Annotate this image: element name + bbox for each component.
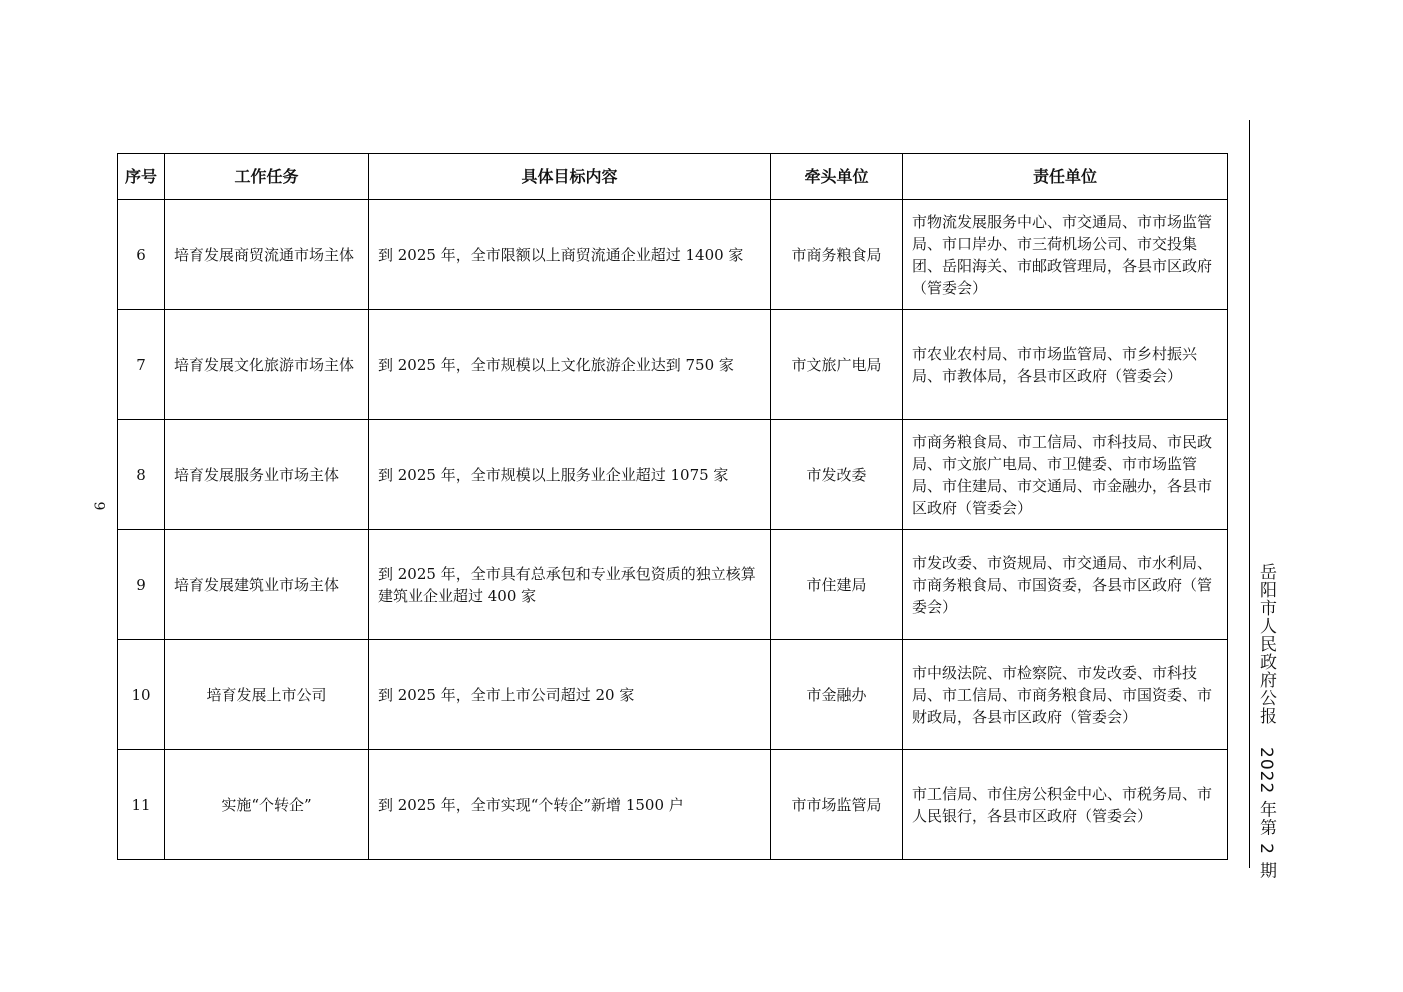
cell-target: 到 2025 年，全市规模以上文化旅游企业达到 750 家 — [369, 310, 771, 420]
cell-responsible: 市物流发展服务中心、市交通局、市市场监管局、市口岸办、市三荷机场公司、市交投集团、岳阳海关、市邮政管理局，各县市区政府（管委会） — [903, 200, 1228, 310]
header-issue: 2022 年第 2 期 — [1256, 747, 1276, 880]
page-number: 9 — [90, 501, 107, 511]
cell-lead: 市住建局 — [771, 530, 903, 640]
cell-task: 培育发展建筑业市场主体 — [165, 530, 369, 640]
cell-responsible: 市中级法院、市检察院、市发改委、市科技局、市工信局、市商务粮食局、市国资委、市财政局，各县市区政府（管委会） — [903, 640, 1228, 750]
task-table — [117, 153, 1228, 860]
cell-no: 8 — [118, 420, 165, 530]
cell-task: 培育发展商贸流通市场主体 — [165, 200, 369, 310]
cell-responsible: 市发改委、市资规局、市交通局、市水利局、市商务粮食局、市国资委，各县市区政府（管委会） — [903, 530, 1228, 640]
cell-target: 到 2025 年，全市规模以上服务业企业超过 1075 家 — [369, 420, 771, 530]
table-row — [118, 640, 1228, 750]
header-responsible: 责任单位 — [903, 154, 1228, 200]
header-target: 具体目标内容 — [369, 154, 771, 200]
table-row — [118, 750, 1228, 860]
cell-lead: 市发改委 — [771, 420, 903, 530]
table-row — [118, 200, 1228, 310]
cell-no: 6 — [118, 200, 165, 310]
cell-lead: 市金融办 — [771, 640, 903, 750]
cell-no: 11 — [118, 750, 165, 860]
cell-responsible: 市商务粮食局、市工信局、市科技局、市民政局、市文旅广电局、市卫健委、市市场监管局、市住建局、市交通局、市金融办，各县市区政府（管委会） — [903, 420, 1228, 530]
table-header-row — [118, 154, 1228, 200]
cell-task: 培育发展文化旅游市场主体 — [165, 310, 369, 420]
cell-lead: 市市场监管局 — [771, 750, 903, 860]
cell-no: 9 — [118, 530, 165, 640]
cell-task: 培育发展上市公司 — [165, 640, 369, 750]
cell-target: 到 2025 年，全市实现“个转企”新增 1500 户 — [369, 750, 771, 860]
table-row — [118, 530, 1228, 640]
cell-responsible: 市农业农村局、市市场监管局、市乡村振兴局、市教体局，各县市区政府（管委会） — [903, 310, 1228, 420]
cell-lead: 市商务粮食局 — [771, 200, 903, 310]
cell-task: 实施“个转企” — [165, 750, 369, 860]
cell-responsible: 市工信局、市住房公积金中心、市税务局、市人民银行，各县市区政府（管委会） — [903, 750, 1228, 860]
cell-target: 到 2025 年，全市上市公司超过 20 家 — [369, 640, 771, 750]
cell-no: 10 — [118, 640, 165, 750]
cell-target: 到 2025 年，全市具有总承包和专业承包资质的独立核算建筑业企业超过 400 家 — [369, 530, 771, 640]
header-task: 工作任务 — [165, 154, 369, 200]
header-title: 岳阳市人民政府公报 — [1256, 563, 1276, 725]
cell-no: 7 — [118, 310, 165, 420]
table-row — [118, 420, 1228, 530]
cell-lead: 市文旅广电局 — [771, 310, 903, 420]
cell-target: 到 2025 年，全市限额以上商贸流通企业超过 1400 家 — [369, 200, 771, 310]
header-lead: 牵头单位 — [771, 154, 903, 200]
table-row — [118, 310, 1228, 420]
cell-task: 培育发展服务业市场主体 — [165, 420, 369, 530]
running-header — [1254, 563, 1279, 879]
side-divider — [1249, 120, 1250, 868]
header-no: 序号 — [118, 154, 165, 200]
